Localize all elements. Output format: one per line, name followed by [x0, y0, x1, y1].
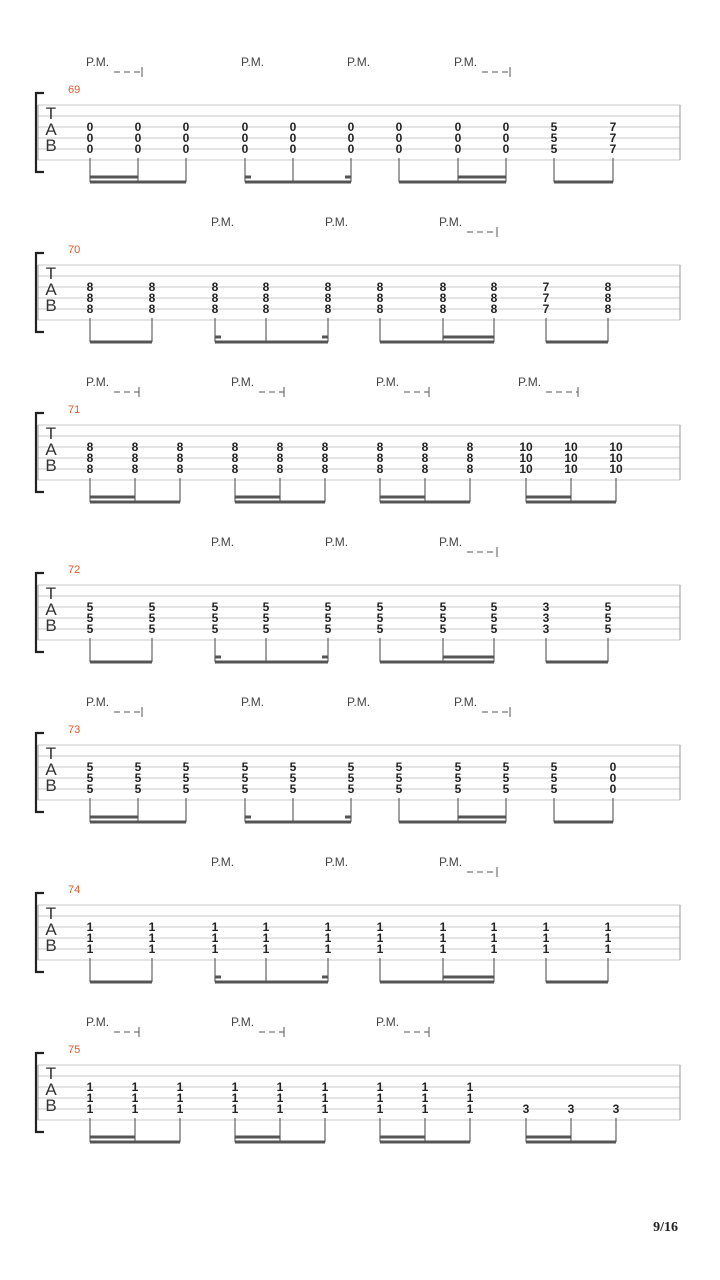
fret-number: 1 [466, 1102, 474, 1116]
fret-number: 1 [542, 931, 550, 945]
tab-clef-letter: A [45, 440, 57, 459]
fret-number: 0 [182, 120, 190, 134]
fret-number: 0 [609, 771, 617, 785]
fret-number: 5 [490, 622, 498, 636]
palm-mute-label: P.M. [454, 55, 478, 69]
fret-number: 5 [148, 600, 156, 614]
fret-number: 0 [347, 142, 355, 156]
fret-number: 3 [522, 1102, 530, 1116]
fret-number: 5 [211, 611, 219, 625]
fret-number: 5 [502, 760, 510, 774]
fret-number: 10 [609, 440, 623, 454]
fret-number: 1 [86, 1102, 94, 1116]
fret-number: 5 [347, 771, 355, 785]
fret-number: 0 [502, 131, 510, 145]
fret-number: 1 [176, 1102, 184, 1116]
fret-number: 8 [131, 440, 139, 454]
fret-number: 0 [86, 131, 94, 145]
fret-number: 3 [542, 611, 550, 625]
fret-number: 8 [276, 462, 284, 476]
fret-number: 10 [519, 440, 533, 454]
fret-number: 10 [564, 451, 578, 465]
tab-clef-letter: T [45, 424, 57, 443]
palm-mute-label: P.M. [347, 55, 371, 69]
fret-number: 0 [347, 131, 355, 145]
tab-clef-letter: T [45, 104, 57, 123]
fret-number: 1 [376, 1102, 384, 1116]
fret-number: 8 [86, 451, 94, 465]
fret-number: 5 [289, 760, 297, 774]
fret-number: 1 [376, 920, 384, 934]
fret-number: 8 [421, 451, 429, 465]
fret-number: 8 [439, 302, 447, 316]
tab-clef-letter: T [45, 744, 57, 763]
fret-number: 8 [231, 462, 239, 476]
fret-number: 5 [604, 611, 612, 625]
fret-number: 8 [324, 280, 332, 294]
fret-number: 1 [231, 1091, 239, 1105]
fret-number: 1 [131, 1080, 139, 1094]
fret-number: 0 [609, 760, 617, 774]
fret-number: 5 [604, 600, 612, 614]
tab-clef-letter: T [45, 904, 57, 923]
fret-number: 5 [454, 782, 462, 796]
fret-number: 0 [134, 120, 142, 134]
fret-number: 8 [321, 462, 329, 476]
fret-number: 1 [376, 931, 384, 945]
palm-mute-label: P.M. [439, 855, 463, 869]
fret-number: 1 [262, 920, 270, 934]
fret-number: 0 [395, 131, 403, 145]
tab-clef-letter: B [45, 776, 57, 795]
fret-number: 1 [604, 920, 612, 934]
fret-number: 3 [567, 1102, 575, 1116]
fret-number: 5 [182, 760, 190, 774]
fret-number: 5 [241, 771, 249, 785]
palm-mute-label: P.M. [325, 855, 349, 869]
fret-number: 8 [604, 302, 612, 316]
fret-number: 5 [490, 611, 498, 625]
palm-mute-label: P.M. [231, 1015, 255, 1029]
palm-mute-label: P.M. [241, 55, 265, 69]
palm-mute-label: P.M. [439, 535, 463, 549]
measure-number: 74 [68, 884, 81, 896]
fret-number: 5 [490, 600, 498, 614]
fret-number: 5 [148, 611, 156, 625]
fret-number: 10 [519, 451, 533, 465]
fret-number: 5 [86, 782, 94, 796]
fret-number: 8 [604, 291, 612, 305]
fret-number: 5 [376, 622, 384, 636]
fret-number: 5 [262, 611, 270, 625]
fret-number: 1 [376, 942, 384, 956]
fret-number: 1 [276, 1091, 284, 1105]
fret-number: 8 [148, 302, 156, 316]
fret-number: 8 [421, 440, 429, 454]
fret-number: 5 [550, 760, 558, 774]
fret-number: 8 [211, 302, 219, 316]
fret-number: 8 [262, 291, 270, 305]
fret-number: 1 [439, 931, 447, 945]
palm-mute-label: P.M. [347, 695, 371, 709]
tab-clef-letter: A [45, 920, 57, 939]
fret-number: 1 [604, 931, 612, 945]
fret-number: 1 [490, 920, 498, 934]
fret-number: 1 [466, 1091, 474, 1105]
fret-number: 1 [86, 931, 94, 945]
fret-number: 0 [134, 142, 142, 156]
tab-clef-letter: T [45, 1064, 57, 1083]
fret-number: 0 [182, 131, 190, 145]
fret-number: 1 [421, 1080, 429, 1094]
fret-number: 0 [241, 142, 249, 156]
fret-number: 5 [502, 771, 510, 785]
fret-number: 1 [211, 920, 219, 934]
fret-number: 1 [421, 1102, 429, 1116]
fret-number: 5 [134, 771, 142, 785]
fret-number: 5 [454, 760, 462, 774]
measure-number: 72 [68, 564, 81, 576]
fret-number: 5 [241, 782, 249, 796]
fret-number: 5 [376, 611, 384, 625]
fret-number: 5 [182, 771, 190, 785]
fret-number: 0 [502, 120, 510, 134]
fret-number: 1 [262, 931, 270, 945]
fret-number: 0 [609, 782, 617, 796]
fret-number: 8 [86, 280, 94, 294]
tab-clef-letter: T [45, 584, 57, 603]
measure-number: 75 [68, 1044, 81, 1056]
palm-mute-label: P.M. [86, 55, 110, 69]
fret-number: 8 [276, 440, 284, 454]
tab-clef-letter: B [45, 616, 57, 635]
fret-number: 1 [211, 942, 219, 956]
fret-number: 5 [439, 611, 447, 625]
tab-clef-letter: T [45, 264, 57, 283]
fret-number: 5 [289, 782, 297, 796]
fret-number: 0 [395, 142, 403, 156]
fret-number: 5 [395, 760, 403, 774]
palm-mute-label: P.M. [211, 535, 235, 549]
palm-mute-label: P.M. [86, 1015, 110, 1029]
palm-mute-label: P.M. [86, 375, 110, 389]
fret-number: 0 [502, 142, 510, 156]
fret-number: 0 [289, 131, 297, 145]
fret-number: 0 [454, 142, 462, 156]
fret-number: 8 [439, 280, 447, 294]
tab-system [36, 695, 680, 822]
palm-mute-label: P.M. [241, 695, 265, 709]
fret-number: 5 [86, 771, 94, 785]
fret-number: 5 [347, 760, 355, 774]
tab-clef-letter: A [45, 280, 57, 299]
tab-system [36, 55, 680, 182]
fret-number: 7 [609, 120, 617, 134]
fret-number: 8 [324, 291, 332, 305]
fret-number: 0 [289, 142, 297, 156]
fret-number: 7 [609, 142, 617, 156]
fret-number: 1 [421, 1091, 429, 1105]
fret-number: 5 [134, 760, 142, 774]
fret-number: 1 [490, 931, 498, 945]
fret-number: 0 [347, 120, 355, 134]
fret-number: 1 [148, 942, 156, 956]
fret-number: 8 [439, 291, 447, 305]
palm-mute-label: P.M. [376, 375, 400, 389]
fret-number: 10 [564, 462, 578, 476]
fret-number: 8 [211, 280, 219, 294]
tab-clef-letter: A [45, 600, 57, 619]
measure-number: 70 [68, 244, 81, 256]
palm-mute-label: P.M. [211, 215, 235, 229]
measure-number: 71 [68, 404, 81, 416]
tab-clef-letter: A [45, 1080, 57, 1099]
tab-clef-letter: B [45, 1096, 57, 1115]
fret-number: 5 [454, 771, 462, 785]
fret-number: 5 [550, 120, 558, 134]
fret-number: 1 [490, 942, 498, 956]
fret-number: 7 [609, 131, 617, 145]
fret-number: 0 [289, 120, 297, 134]
palm-mute-label: P.M. [211, 855, 235, 869]
fret-number: 5 [324, 622, 332, 636]
fret-number: 0 [182, 142, 190, 156]
palm-mute-label: P.M. [231, 375, 255, 389]
fret-number: 5 [439, 600, 447, 614]
fret-number: 1 [211, 931, 219, 945]
fret-number: 5 [347, 782, 355, 796]
fret-number: 1 [86, 1091, 94, 1105]
tab-clef-letter: B [45, 936, 57, 955]
fret-number: 1 [321, 1091, 329, 1105]
fret-number: 1 [262, 942, 270, 956]
fret-number: 8 [86, 440, 94, 454]
fret-number: 10 [564, 440, 578, 454]
fret-number: 1 [131, 1102, 139, 1116]
palm-mute-label: P.M. [454, 695, 478, 709]
fret-number: 1 [324, 920, 332, 934]
fret-number: 1 [439, 920, 447, 934]
fret-number: 5 [324, 611, 332, 625]
fret-number: 1 [604, 942, 612, 956]
fret-number: 8 [466, 462, 474, 476]
fret-number: 5 [182, 782, 190, 796]
measure-number: 69 [68, 84, 81, 96]
fret-number: 1 [542, 920, 550, 934]
tab-clef-letter: B [45, 136, 57, 155]
fret-number: 1 [276, 1080, 284, 1094]
fret-number: 0 [395, 120, 403, 134]
palm-mute-label: P.M. [439, 215, 463, 229]
fret-number: 10 [609, 462, 623, 476]
fret-number: 7 [542, 280, 550, 294]
tab-system [36, 855, 680, 982]
fret-number: 0 [454, 131, 462, 145]
measure-number: 73 [68, 724, 81, 736]
fret-number: 1 [276, 1102, 284, 1116]
fret-number: 5 [502, 782, 510, 796]
fret-number: 5 [550, 142, 558, 156]
fret-number: 8 [466, 440, 474, 454]
fret-number: 8 [176, 462, 184, 476]
fret-number: 8 [324, 302, 332, 316]
fret-number: 5 [86, 611, 94, 625]
fret-number: 1 [376, 1080, 384, 1094]
fret-number: 1 [324, 942, 332, 956]
fret-number: 8 [466, 451, 474, 465]
fret-number: 8 [131, 451, 139, 465]
fret-number: 1 [376, 1091, 384, 1105]
fret-number: 5 [148, 622, 156, 636]
fret-number: 3 [542, 622, 550, 636]
fret-number: 1 [86, 1080, 94, 1094]
fret-number: 10 [609, 451, 623, 465]
fret-number: 8 [176, 440, 184, 454]
fret-number: 8 [421, 462, 429, 476]
tab-clef-letter: B [45, 296, 57, 315]
fret-number: 1 [176, 1080, 184, 1094]
fret-number: 8 [211, 291, 219, 305]
fret-number: 8 [86, 302, 94, 316]
fret-number: 1 [86, 942, 94, 956]
tab-system [36, 375, 680, 502]
fret-number: 8 [376, 462, 384, 476]
fret-number: 8 [376, 280, 384, 294]
fret-number: 0 [134, 131, 142, 145]
tab-clef-letter: B [45, 456, 57, 475]
fret-number: 5 [241, 760, 249, 774]
tab-clef-letter: A [45, 760, 57, 779]
palm-mute-label: P.M. [86, 695, 110, 709]
fret-number: 10 [519, 462, 533, 476]
fret-number: 5 [550, 131, 558, 145]
fret-number: 0 [241, 120, 249, 134]
fret-number: 1 [176, 1091, 184, 1105]
fret-number: 5 [395, 771, 403, 785]
fret-number: 8 [262, 280, 270, 294]
fret-number: 8 [604, 280, 612, 294]
fret-number: 0 [86, 120, 94, 134]
palm-mute-label: P.M. [325, 535, 349, 549]
fret-number: 8 [490, 302, 498, 316]
fret-number: 8 [231, 451, 239, 465]
fret-number: 5 [211, 622, 219, 636]
fret-number: 5 [604, 622, 612, 636]
tab-system [36, 1015, 680, 1142]
fret-number: 5 [262, 622, 270, 636]
tab-system [36, 215, 680, 342]
fret-number: 8 [148, 280, 156, 294]
fret-number: 1 [321, 1102, 329, 1116]
fret-number: 5 [395, 782, 403, 796]
fret-number: 7 [542, 291, 550, 305]
fret-number: 8 [148, 291, 156, 305]
fret-number: 8 [321, 451, 329, 465]
fret-number: 1 [86, 920, 94, 934]
fret-number: 1 [324, 931, 332, 945]
fret-number: 1 [131, 1091, 139, 1105]
fret-number: 3 [612, 1102, 620, 1116]
fret-number: 8 [231, 440, 239, 454]
fret-number: 8 [321, 440, 329, 454]
fret-number: 5 [376, 600, 384, 614]
fret-number: 5 [86, 622, 94, 636]
fret-number: 5 [550, 771, 558, 785]
fret-number: 0 [86, 142, 94, 156]
fret-number: 8 [176, 451, 184, 465]
fret-number: 5 [86, 760, 94, 774]
fret-number: 3 [542, 600, 550, 614]
fret-number: 5 [439, 622, 447, 636]
tab-system [36, 535, 680, 662]
fret-number: 0 [454, 120, 462, 134]
fret-number: 1 [439, 942, 447, 956]
fret-number: 5 [550, 782, 558, 796]
fret-number: 5 [324, 600, 332, 614]
fret-number: 1 [148, 920, 156, 934]
fret-number: 8 [376, 440, 384, 454]
fret-number: 5 [262, 600, 270, 614]
palm-mute-label: P.M. [376, 1015, 400, 1029]
fret-number: 8 [86, 462, 94, 476]
fret-number: 8 [276, 451, 284, 465]
fret-number: 5 [86, 600, 94, 614]
fret-number: 5 [211, 600, 219, 614]
fret-number: 7 [542, 302, 550, 316]
fret-number: 1 [321, 1080, 329, 1094]
palm-mute-label: P.M. [325, 215, 349, 229]
fret-number: 8 [490, 280, 498, 294]
fret-number: 8 [262, 302, 270, 316]
fret-number: 1 [148, 931, 156, 945]
fret-number: 8 [86, 291, 94, 305]
fret-number: 1 [466, 1080, 474, 1094]
fret-number: 0 [241, 131, 249, 145]
page-number: 9/16 [653, 1220, 678, 1235]
fret-number: 5 [289, 771, 297, 785]
fret-number: 8 [376, 451, 384, 465]
fret-number: 8 [376, 291, 384, 305]
fret-number: 1 [231, 1080, 239, 1094]
fret-number: 8 [490, 291, 498, 305]
fret-number: 8 [376, 302, 384, 316]
palm-mute-label: P.M. [518, 375, 542, 389]
fret-number: 1 [542, 942, 550, 956]
fret-number: 8 [131, 462, 139, 476]
tab-clef-letter: A [45, 120, 57, 139]
fret-number: 1 [231, 1102, 239, 1116]
fret-number: 5 [134, 782, 142, 796]
